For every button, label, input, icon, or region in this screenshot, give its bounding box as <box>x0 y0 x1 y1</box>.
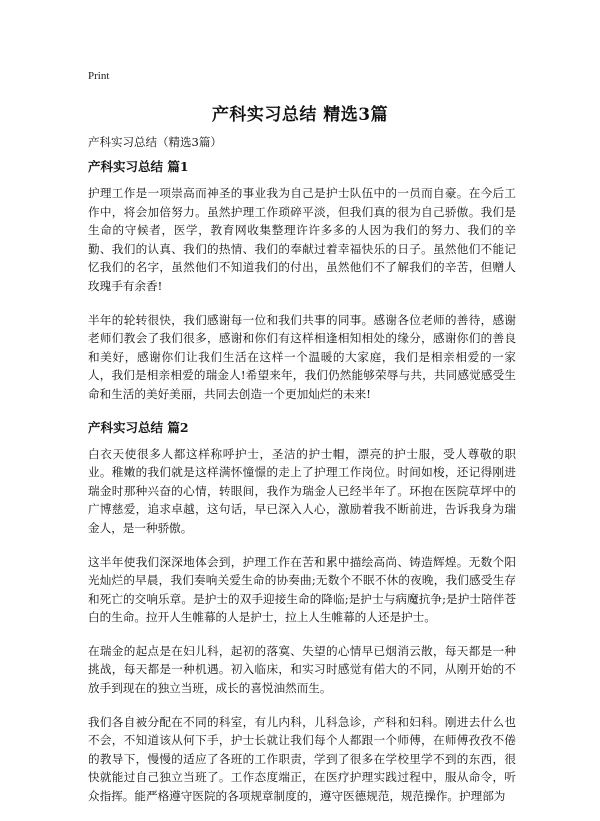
document-body <box>88 134 516 821</box>
document-subtitle: 产科实习总结（精选3篇） <box>88 135 222 149</box>
paragraph: 这半年使我们深深地体会到，护理工作在苦和累中描绘高尚、铸造辉煌。无数个阳光灿烂的早晨，我们奏响关爱生命的协奏曲;无数个不眠不休的夜晚，我们感受生存和死亡的交响乐章。是护士的双手迎接生命的降临;是护士与病魔抗争;是护士陪伴苍白的生命。拉开人生帷幕的人是护士，拉上人生帷幕的人还是护士。 <box>88 554 516 625</box>
paragraph: 护理工作是一项崇高而神圣的事业我为自己是护士队伍中的一员而自豪。在今后工作中，将会加倍努力。虽然护理工作琐碎平淡，但我们真的很为自己骄傲。我们是生命的守候者，医学，教育网收集整理许许多多的人因为我们的努力、我们的辛勤、我们的认真、我们的热情、我们的奉献过着幸福快乐的日子。虽然他们不能记忆我们的名字，虽然他们不知道我们的付出，虽然他们不了解我们的辛苦，但赠人玫瑰手有余香! <box>88 186 516 293</box>
document-title: 产科实习总结 精选3篇 <box>211 105 389 125</box>
section-2 <box>88 419 516 806</box>
paragraph: 半年的轮转很快，我们感谢每一位和我们共事的同事。感谢各位老师的善待，感谢老师们教会了我们很多，感谢和你们有这样相逢相知相处的缘分，感谢你们的善良和美好，感谢你们让我们生活在这样一个温暖的大家庭，我们是相亲相爱的一家人，我们是相亲相爱的瑞金人!希望来年，我们仍然能够荣辱与共，共同感觉感受生命和生活的美好美丽，共同去创造一个更加灿烂的未来! <box>88 312 516 401</box>
paragraph: 白衣天使很多人都这样称呼护士，圣洁的护士帽，漂亮的护士服，受人尊敬的职业。稚嫩的我们就是这样满怀憧憬的走上了护理工作岗位。时间如梭，还记得刚进瑞金时那种兴奋的心情，转眼间，我作为瑞金人已经半年了。环抱在医院草坪中的广博慈爱，追求卓越，这句话，早已深入人心，激励着我不断前进，告诉我身为瑞金人，是一种骄傲。 <box>88 446 516 535</box>
paragraph: 在瑞金的起点是在妇儿科，起初的落寞、失望的心情早已烟消云散，每天都是一种挑战，每天都是一种机遇。初入临床，和实习时感觉有偌大的不同，从刚开始的不放手到现在的独立当班，成长的喜悦油然而生。 <box>88 643 516 696</box>
section-1 <box>88 158 516 404</box>
paragraph: 我们各自被分配在不同的科室，有儿内科，儿科急诊，产科和妇科。刚进去什么也不会，不知道该从何下手，护士长就让我们每个人都跟一个师傅，在师傅孜孜不倦的教导下，慢慢的适应了各班的工作职责，学到了很多在学校里学不到的东西，很快就能过自己独立当班了。工作态度端正，在医疗护理实践过程中，服从命令，听众指挥。能严格遵守医院的各项规章制度的，遵守医德规范，规范操作。护理部为 <box>88 714 516 804</box>
print-label: Print <box>88 70 110 82</box>
section-heading: 产科实习总结 篇2 <box>88 419 189 435</box>
section-heading: 产科实习总结 篇1 <box>88 159 189 174</box>
